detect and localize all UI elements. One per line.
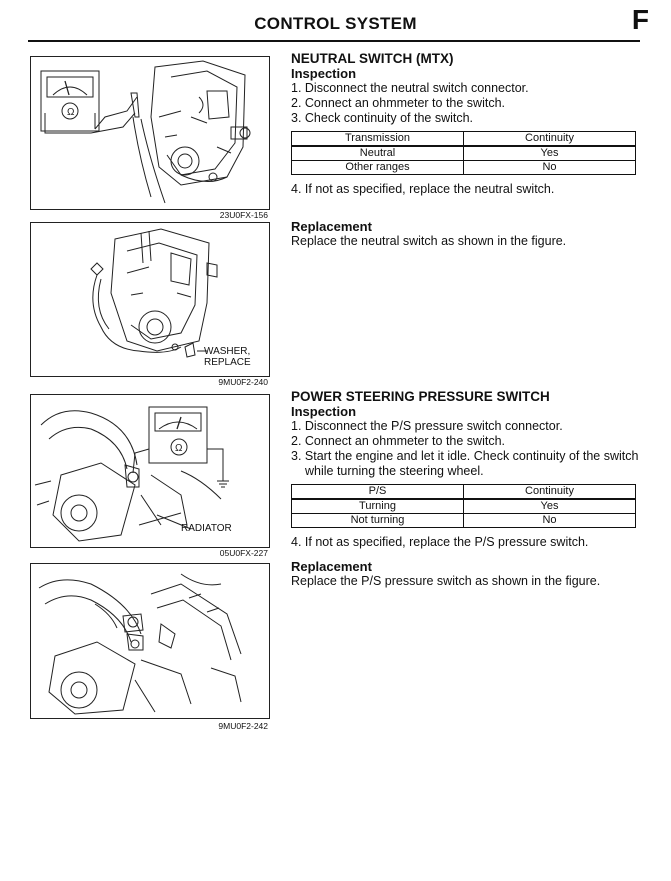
header-rule	[28, 40, 640, 42]
ps-replacement-block	[291, 559, 641, 589]
table-cell: Neutral	[292, 146, 464, 161]
table-cell: No	[464, 161, 636, 175]
table-cell: No	[464, 514, 636, 528]
ps-replacement-heading: Replacement	[291, 559, 372, 574]
figure-neutral-switch-replacement	[30, 222, 270, 377]
figure-caption: 23U0FX-156	[219, 210, 268, 220]
figure-caption: 9MU0F2-242	[218, 721, 268, 731]
figure-caption: 05U0FX-227	[219, 548, 268, 558]
ps-switch-ohmmeter-illustration	[31, 395, 269, 547]
table-row	[292, 514, 636, 528]
table-cell: Not turning	[292, 514, 464, 528]
table-header-cell: P/S	[292, 485, 464, 500]
figure-2-labels	[204, 346, 251, 368]
neutral-replacement-block	[291, 219, 641, 249]
neutral-switch-title: NEUTRAL SWITCH (MTX)	[291, 51, 454, 66]
transmission-washer-illustration	[31, 223, 269, 376]
neutral-inspection-heading: Inspection	[291, 66, 357, 81]
ps-step-4: 4. If not as specified, replace the P/S pressure switch.	[291, 535, 589, 549]
table-header-cell: Continuity	[464, 132, 636, 147]
neutral-switch-section	[291, 51, 641, 126]
section-letter: F	[631, 4, 649, 35]
figure-ps-switch-replacement	[30, 563, 270, 719]
neutral-step-3: 3. Check continuity of the switch.	[291, 111, 474, 125]
table-header-cell: Transmission	[292, 132, 464, 147]
table-cell: Yes	[464, 499, 636, 514]
table-row	[292, 161, 636, 175]
neutral-replacement-heading: Replacement	[291, 219, 372, 234]
neutral-step-4: 4. If not as specified, replace the neutral switch.	[291, 182, 555, 196]
transmission-ohmmeter-illustration	[31, 57, 269, 209]
ps-continuity-table	[291, 484, 636, 528]
figure-caption: 9MU0F2-240	[218, 377, 268, 387]
ps-switch-replacement-illustration	[31, 564, 269, 718]
svg-text:Ω: Ω	[175, 443, 183, 454]
svg-text:Ω: Ω	[67, 107, 75, 118]
neutral-replacement-text: Replace the neutral switch as shown in the figure.	[291, 234, 567, 248]
table-cell: Turning	[292, 499, 464, 514]
figure-neutral-switch-ohmmeter	[30, 56, 270, 210]
ps-inspection-heading: Inspection	[291, 404, 357, 419]
washer-label: WASHER,	[204, 346, 251, 357]
table-cell: Other ranges	[292, 161, 464, 175]
ps-switch-section	[291, 389, 641, 479]
replace-label: REPLACE	[204, 357, 251, 368]
ps-step-3: 3. Start the engine and let it idle. Check continuity of the switch while turning the steering wheel.	[291, 449, 639, 478]
radiator-label: RADIATOR	[181, 523, 232, 534]
ps-step-2: 2. Connect an ohmmeter to the switch.	[291, 434, 505, 448]
table-cell: Yes	[464, 146, 636, 161]
ps-step-4-block	[291, 535, 641, 550]
ps-switch-title: POWER STEERING PRESSURE SWITCH	[291, 389, 550, 404]
table-row	[292, 499, 636, 514]
ps-replacement-text: Replace the P/S pressure switch as shown in the figure.	[291, 574, 601, 588]
neutral-step-1: 1. Disconnect the neutral switch connector.	[291, 81, 529, 95]
neutral-step-2: 2. Connect an ohmmeter to the switch.	[291, 96, 505, 110]
table-header-row	[292, 132, 636, 147]
ps-step-1: 1. Disconnect the P/S pressure switch connector.	[291, 419, 563, 433]
neutral-continuity-table	[291, 131, 636, 175]
table-header-cell: Continuity	[464, 485, 636, 500]
table-row	[292, 146, 636, 161]
table-header-row	[292, 485, 636, 500]
neutral-step-4-block	[291, 182, 641, 197]
page-title: CONTROL SYSTEM	[254, 14, 417, 33]
figure-ps-switch-ohmmeter	[30, 394, 270, 548]
